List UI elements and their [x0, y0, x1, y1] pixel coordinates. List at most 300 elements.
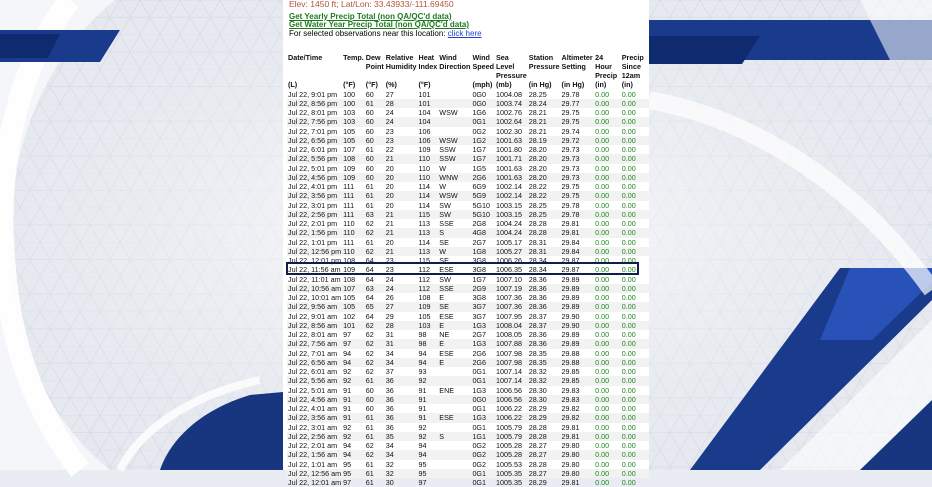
- table-row: [287, 478, 649, 487]
- table-cell: 0G1: [472, 404, 487, 414]
- table-cell: 1G7: [472, 274, 487, 284]
- table-cell: 0.00: [621, 339, 649, 348]
- table-cell: 113: [418, 219, 430, 229]
- table-cell: 1006.22: [495, 413, 528, 422]
- column-unit: (°F): [418, 79, 431, 89]
- table-cell: 4G8: [471, 228, 495, 237]
- table-cell: 23: [385, 256, 394, 266]
- table-cell: 105: [342, 136, 365, 145]
- table-row: [287, 441, 649, 450]
- table-cell: Jul 22, 1:01 am: [288, 459, 338, 469]
- table-cell: 2G8: [472, 219, 487, 229]
- table-cell: Jul 22, 8:56 am: [287, 321, 342, 330]
- table-cell: 34: [385, 450, 418, 459]
- table-cell: 64: [365, 256, 374, 266]
- table-cell: 28.25: [528, 89, 547, 99]
- table-row: [287, 191, 649, 200]
- table-cell: ESE: [438, 265, 471, 274]
- table-cell: 20: [385, 237, 394, 247]
- column-header: Altimeter Setting: [561, 53, 593, 71]
- table-cell: Jul 22, 9:01 pm: [288, 89, 338, 99]
- table-cell: 0.00: [621, 395, 649, 404]
- table-cell: 1002.64: [495, 117, 528, 126]
- table-cell: Jul 22, 8:01 am: [288, 330, 338, 340]
- table-cell: 64: [365, 265, 385, 274]
- table-cell: Jul 22, 7:01 pm: [288, 126, 338, 136]
- table-cell: 1007.88: [495, 339, 528, 348]
- table-row: [287, 386, 649, 395]
- table-cell: 29.83: [561, 395, 595, 404]
- table-cell: 3G7: [472, 311, 487, 321]
- table-cell: 26: [385, 293, 394, 303]
- table-cell: 0.00: [621, 376, 649, 385]
- table-cell: Jul 22, 12:01 pm: [288, 256, 342, 266]
- table-cell: ESE: [439, 311, 454, 321]
- table-cell: 0.00: [595, 385, 610, 395]
- table-cell: Jul 22, 6:01 am: [288, 367, 338, 377]
- table-cell: [438, 469, 471, 478]
- table-cell: 28.37: [528, 321, 561, 330]
- table-cell: Jul 22, 9:01 am: [288, 311, 338, 321]
- table-cell: 29.81: [561, 228, 595, 237]
- table-cell: 0.00: [621, 330, 636, 340]
- table-cell: 0.00: [621, 200, 636, 210]
- table-cell: 27: [385, 89, 394, 99]
- table-row: [287, 182, 649, 191]
- column-unit: (in Hg): [528, 79, 552, 89]
- table-cell: 1002.30: [496, 126, 522, 136]
- table-cell: 106: [418, 136, 439, 145]
- table-cell: 1003.15: [496, 200, 522, 210]
- table-cell: 28.32: [528, 367, 547, 377]
- table-cell: 0.00: [621, 145, 636, 155]
- table-cell: 31: [385, 330, 394, 340]
- table-row: [287, 164, 649, 173]
- table-cell: 0.00: [621, 432, 649, 441]
- table-cell: 28.36: [528, 339, 561, 348]
- table-cell: 1001.63: [496, 163, 522, 173]
- table-cell: 32: [385, 459, 394, 469]
- table-cell: SSW: [438, 154, 471, 163]
- table-cell: 92: [418, 376, 439, 385]
- table-cell: W: [439, 182, 447, 192]
- table-cell: 115: [418, 210, 439, 219]
- table-cell: 36: [385, 422, 394, 432]
- table-cell: 108: [343, 256, 356, 266]
- table-cell: 0.00: [621, 89, 636, 99]
- table-cell: 0.00: [621, 99, 649, 108]
- table-row: [287, 293, 649, 302]
- table-cell: 0.00: [621, 441, 636, 451]
- table-cell: Jul 22, 6:56 am: [287, 358, 342, 367]
- table-row: [287, 376, 649, 385]
- table-cell: 24: [385, 274, 394, 284]
- table-cell: S: [438, 432, 471, 441]
- table-cell: Jul 22, 12:56 pm: [288, 246, 342, 256]
- table-cell: 28.36: [528, 330, 547, 340]
- table-cell: [438, 460, 471, 469]
- table-row: [287, 358, 649, 367]
- table-cell: 62: [365, 330, 374, 340]
- table-body: [287, 90, 649, 487]
- table-cell: 2G6: [471, 173, 495, 182]
- table-cell: 29.73: [561, 173, 595, 182]
- yearly-precip-link[interactable]: Get Yearly Precip Total (non QA/QC'd data): [289, 12, 452, 21]
- table-cell: 112: [418, 265, 439, 274]
- table-cell: 29.73: [561, 154, 595, 163]
- table-cell: 92: [342, 432, 365, 441]
- table-row: [287, 302, 649, 311]
- table-cell: 0.00: [594, 154, 621, 163]
- table-cell: 2G6: [471, 358, 495, 367]
- table-cell: 101: [418, 89, 431, 99]
- table-cell: 0.00: [621, 163, 636, 173]
- table-cell: 111: [342, 191, 365, 200]
- table-cell: 0.00: [621, 367, 636, 377]
- table-cell: 28.28: [528, 459, 547, 469]
- table-cell: 97: [343, 330, 352, 340]
- table-cell: 20: [385, 182, 394, 192]
- table-cell: 1006.56: [495, 395, 528, 404]
- table-cell: Jul 22, 2:56 pm: [287, 210, 342, 219]
- table-cell: [438, 367, 471, 376]
- table-cell: 105: [343, 293, 356, 303]
- table-cell: 1002.76: [496, 108, 522, 118]
- table-row: [287, 432, 649, 441]
- column-header: Heat Index: [418, 53, 438, 71]
- table-row: [287, 265, 649, 274]
- table-cell: 62: [365, 321, 385, 330]
- table-row: [287, 117, 649, 126]
- table-cell: 1007.14: [496, 367, 522, 377]
- table-cell: 98: [418, 330, 427, 340]
- table-cell: 109: [342, 265, 365, 274]
- table-cell: 29.80: [561, 441, 580, 451]
- table-cell: 108: [418, 293, 431, 303]
- table-cell: 0.00: [595, 478, 610, 487]
- table-cell: 29.75: [561, 191, 595, 200]
- table-cell: 29.77: [561, 99, 595, 108]
- table-cell: 94: [343, 441, 352, 451]
- table-cell: 0.00: [595, 219, 610, 229]
- table-cell: 27: [385, 302, 418, 311]
- table-row: [287, 450, 649, 459]
- table-cell: 1005.53: [496, 459, 522, 469]
- table-cell: 1G3: [471, 321, 495, 330]
- table-cell: 1001.80: [496, 145, 522, 155]
- table-cell: E: [438, 358, 471, 367]
- table-row: [287, 256, 649, 265]
- table-cell: 1007.98: [496, 348, 522, 358]
- table-cell: 1007.98: [495, 358, 528, 367]
- table-cell: 29.81: [561, 422, 580, 432]
- table-cell: 29.74: [561, 126, 580, 136]
- table-cell: 0.00: [594, 136, 621, 145]
- table-cell: 0.00: [621, 302, 649, 311]
- table-cell: 102: [343, 311, 356, 321]
- column-unit: (L): [288, 79, 298, 89]
- table-cell: 94: [343, 348, 352, 358]
- table-cell: 63: [365, 284, 385, 293]
- table-cell: 97: [418, 478, 427, 487]
- table-cell: 29.80: [561, 459, 580, 469]
- table-cell: 111: [343, 237, 355, 247]
- table-cell: Jul 22, 7:56 am: [287, 339, 342, 348]
- table-cell: 29.75: [561, 108, 580, 118]
- table-cell: 1003.74: [495, 99, 528, 108]
- observations-table: [287, 54, 649, 487]
- table-cell: 1G7: [472, 145, 487, 155]
- table-cell: 29.80: [561, 450, 595, 459]
- table-cell: 0.00: [594, 284, 621, 293]
- table-cell: 28.36: [528, 302, 561, 311]
- table-cell: [438, 450, 471, 459]
- table-cell: 63: [365, 210, 385, 219]
- table-cell: Jul 22, 5:01 am: [288, 385, 338, 395]
- table-cell: 60: [365, 108, 374, 118]
- table-cell: 28.28: [528, 422, 547, 432]
- table-cell: Jul 22, 1:56 am: [287, 450, 342, 459]
- table-cell: Jul 22, 8:56 pm: [287, 99, 342, 108]
- table-cell: 62: [365, 367, 374, 377]
- table-cell: 3G8: [471, 265, 495, 274]
- table-row: [287, 154, 649, 163]
- table-cell: Jul 22, 12:56 am: [288, 468, 342, 478]
- table-cell: ESE: [438, 413, 471, 422]
- table-row: [287, 423, 649, 432]
- table-cell: 34: [385, 348, 394, 358]
- table-cell: 62: [365, 348, 374, 358]
- table-cell: 62: [365, 228, 385, 237]
- table-cell: 0G2: [472, 126, 487, 136]
- table-cell: 34: [385, 358, 418, 367]
- table-cell: 110: [342, 228, 365, 237]
- table-cell: 0G2: [471, 450, 495, 459]
- table-cell: 24: [385, 117, 418, 126]
- table-cell: Jul 22, 3:01 pm: [288, 200, 338, 210]
- table-cell: 112: [418, 274, 430, 284]
- table-cell: SE: [439, 256, 449, 266]
- table-cell: 91: [418, 413, 439, 422]
- table-cell: 92: [418, 432, 439, 441]
- table-cell: SW: [439, 200, 451, 210]
- table-cell: 28.37: [528, 311, 547, 321]
- table-cell: 29.87: [561, 265, 595, 274]
- table-cell: 0.00: [621, 459, 636, 469]
- table-cell: 107: [343, 145, 356, 155]
- table-cell: 1G7: [471, 154, 495, 163]
- table-cell: 0.00: [594, 469, 621, 478]
- table-cell: 103: [343, 108, 356, 118]
- table-cell: 5G9: [471, 191, 495, 200]
- table-cell: 0.00: [595, 182, 610, 192]
- table-cell: 28.21: [528, 126, 547, 136]
- table-cell: SSE: [439, 219, 454, 229]
- table-cell: 28.24: [528, 99, 561, 108]
- table-cell: 105: [418, 311, 431, 321]
- table-cell: 62: [365, 441, 374, 451]
- table-cell: 0.00: [594, 413, 621, 422]
- table-cell: 28.20: [528, 145, 547, 155]
- table-cell: 94: [418, 441, 427, 451]
- table-cell: 1G3: [472, 385, 487, 395]
- table-cell: 1007.36: [496, 293, 522, 303]
- table-cell: 37: [385, 367, 394, 377]
- table-row: [287, 127, 649, 136]
- table-cell: 29.83: [561, 385, 580, 395]
- table-cell: ESE: [439, 348, 454, 358]
- table-cell: Jul 22, 1:01 pm: [288, 237, 338, 247]
- table-row: [287, 330, 649, 339]
- table-cell: 28.35: [528, 348, 547, 358]
- table-cell: 1004.24: [496, 219, 522, 229]
- table-cell: 94: [418, 348, 427, 358]
- column-header: Station Pressure: [528, 53, 560, 71]
- table-cell: 31: [385, 339, 418, 348]
- table-cell: Jul 22, 6:56 pm: [287, 136, 342, 145]
- table-cell: 113: [418, 228, 439, 237]
- table-cell: 103: [418, 321, 439, 330]
- table-cell: 100: [343, 89, 356, 99]
- table-cell: 0.00: [595, 163, 610, 173]
- table-cell: 29.78: [561, 89, 580, 99]
- table-cell: 0.00: [595, 330, 610, 340]
- column-unit: (°F): [365, 79, 378, 89]
- table-cell: 107: [342, 284, 365, 293]
- table-cell: 61: [365, 432, 385, 441]
- table-cell: 0.00: [621, 293, 636, 303]
- table-row: [287, 145, 649, 154]
- column-header: Wind Direction: [439, 53, 471, 71]
- table-cell: 0.00: [595, 404, 610, 414]
- table-cell: 1006.56: [496, 385, 522, 395]
- table-cell: [438, 441, 471, 450]
- table-cell: 0.00: [621, 422, 636, 432]
- table-row: [287, 367, 649, 376]
- table-cell: W: [439, 163, 447, 173]
- table-cell: 1003.15: [495, 210, 528, 219]
- table-cell: 20: [385, 163, 394, 173]
- table-cell: 1G3: [471, 339, 495, 348]
- table-cell: Jul 22, 2:01 am: [288, 441, 338, 451]
- table-cell: 0.00: [621, 265, 649, 274]
- table-row: [287, 349, 649, 358]
- table-cell: [438, 376, 471, 385]
- table-cell: 0.00: [595, 237, 610, 247]
- table-cell: 0.00: [594, 450, 621, 459]
- click-here-link[interactable]: click here: [447, 29, 482, 38]
- table-cell: 65: [365, 302, 385, 311]
- table-cell: 1G8: [471, 247, 495, 256]
- table-cell: [438, 423, 471, 432]
- table-cell: 0G1: [472, 478, 487, 487]
- table-cell: 29.81: [561, 219, 580, 229]
- table-cell: 111: [342, 210, 365, 219]
- table-cell: 28.31: [528, 237, 547, 247]
- table-cell: 0.00: [594, 302, 621, 311]
- table-cell: 101: [342, 321, 365, 330]
- table-cell: 29.75: [561, 117, 595, 126]
- table-cell: 0.00: [621, 126, 636, 136]
- table-cell: 29.88: [561, 348, 580, 358]
- table-cell: E: [438, 321, 471, 330]
- table-cell: Jul 22, 4:01 pm: [288, 182, 338, 192]
- table-cell: 28.29: [528, 413, 561, 422]
- table-cell: 0.00: [621, 311, 636, 321]
- table-cell: 108: [343, 274, 356, 284]
- table-cell: 0.00: [621, 284, 649, 293]
- table-cell: 95: [418, 459, 427, 469]
- table-cell: 21: [385, 154, 418, 163]
- table-row: [287, 99, 649, 108]
- table-cell: 113: [418, 247, 439, 256]
- table-cell: 104: [418, 117, 439, 126]
- table-cell: 0.00: [621, 247, 649, 256]
- column-header: 24 Hour Precip: [595, 53, 618, 80]
- table-cell: 29.89: [561, 293, 580, 303]
- table-cell: 28.25: [528, 200, 547, 210]
- table-cell: 1007.36: [495, 302, 528, 311]
- table-cell: 1005.79: [495, 432, 528, 441]
- table-cell: 61: [365, 422, 374, 432]
- table-cell: 28.36: [528, 274, 547, 284]
- table-cell: 61: [365, 182, 374, 192]
- table-cell: 62: [365, 247, 385, 256]
- table-cell: Jul 22, 11:01 am: [288, 274, 341, 284]
- table-cell: 28.34: [528, 256, 547, 266]
- column-unit: (in Hg): [561, 79, 585, 89]
- table-row: [287, 460, 649, 469]
- table-cell: 0.00: [594, 99, 621, 108]
- table-cell: 0.00: [595, 422, 610, 432]
- table-cell: 106: [418, 126, 431, 136]
- table-cell: 104: [418, 108, 431, 118]
- table-cell: 0G1: [471, 117, 495, 126]
- table-cell: 28.22: [528, 191, 561, 200]
- table-cell: 0.00: [621, 274, 636, 284]
- table-cell: 61: [365, 237, 374, 247]
- table-cell: 1006.26: [496, 256, 522, 266]
- table-cell: 23: [385, 126, 394, 136]
- table-cell: 0.00: [595, 200, 610, 210]
- table-cell: 5G10: [472, 200, 491, 210]
- table-cell: 28.29: [528, 404, 547, 414]
- water-year-precip-link[interactable]: Get Water Year Precip Total (non QA/QC'd data): [289, 20, 470, 29]
- table-cell: Jul 22, 4:56 pm: [287, 173, 342, 182]
- table-cell: 115: [418, 256, 430, 266]
- table-cell: 28.31: [528, 247, 561, 256]
- table-cell: 92: [343, 422, 352, 432]
- table-row: [287, 312, 649, 321]
- table-cell: 1001.71: [495, 154, 528, 163]
- table-cell: 29.81: [561, 478, 580, 487]
- table-cell: 91: [342, 413, 365, 422]
- table-cell: 0.00: [621, 385, 636, 395]
- table-cell: 28.36: [528, 284, 561, 293]
- table-cell: Jul 22, 4:01 am: [288, 404, 338, 414]
- table-cell: 28.36: [528, 293, 547, 303]
- table-cell: 91: [418, 404, 427, 414]
- table-cell: 108: [342, 154, 365, 163]
- table-cell: 35: [385, 432, 418, 441]
- table-cell: 1006.35: [495, 265, 528, 274]
- table-cell: 0G1: [471, 469, 495, 478]
- selected-observations-note: [289, 29, 482, 38]
- table-cell: 29.82: [561, 413, 595, 422]
- table-cell: 1002.14: [495, 191, 528, 200]
- table-cell: Jul 22, 7:01 am: [288, 348, 338, 358]
- table-cell: 61: [365, 376, 385, 385]
